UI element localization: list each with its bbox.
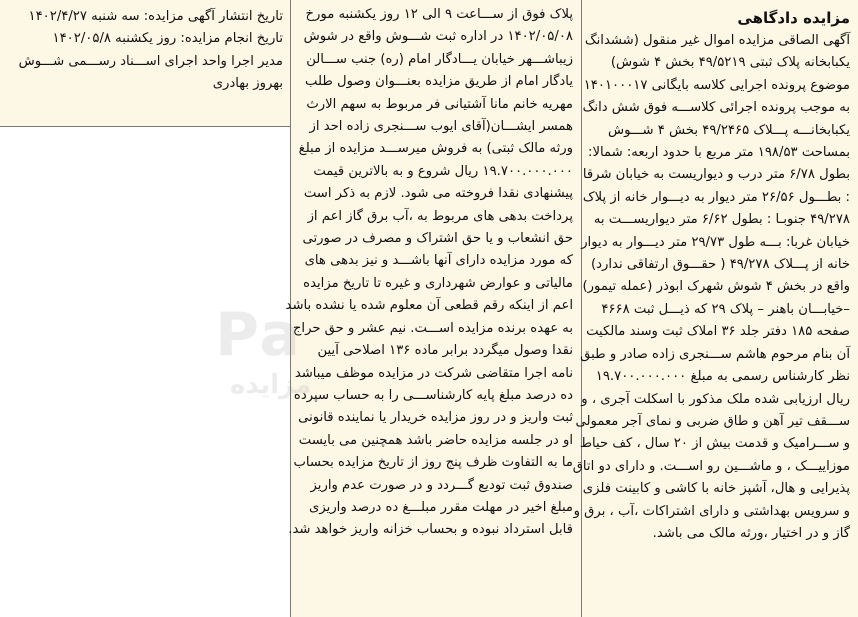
text-line: یکبابخانـــه پـــلاک ۴۹/۲۴۶۵ بخش ۴ شـــوش — [608, 122, 850, 138]
text-line: اعم از اینکه رقم قطعی آن معلوم شده یا نشده باشد — [285, 298, 573, 314]
text-line: و ســـرامیک و قدمت بیش از ۲۰ سال ، کف حیاط — [579, 436, 850, 452]
text-line: گاز و در اختیار ،ورثه مالک می باشد. — [652, 525, 850, 541]
announcement-dates-signature — [8, 6, 283, 96]
text-line: خانه از پـــلاک ۴۹/۲۷۸ ( حقـــوق ارتفاقی ندارد) — [590, 257, 850, 273]
signatory-title-line: مدیر اجرا واحد اجرای اســـناد رســـمی شـــوش — [18, 53, 283, 69]
text-line: نامه اجرا متقاضی شرکت در مزایده موظف میباشد — [294, 365, 573, 381]
text-line: ســـقف تیر آهن و طاق ضربی و نمای آجر معمولی — [575, 413, 850, 429]
text-line: صفحه ۱۸۵ دفتر جلد ۳۶ املاک ثبت وسند مالکیت — [586, 324, 850, 340]
text-line: و سرویس بهداشتی و دارای اشتراکات ،آب ، برق و — [573, 503, 850, 519]
text-line: پذیرایی و هال، آشپز خانه با کاشی و کابینت فلزی — [582, 481, 850, 497]
announcement-column-left — [0, 0, 291, 127]
text-line: موزاییـــک ، و ماشـــین رو اســـت. و دارای دو اتاق — [572, 458, 850, 474]
text-line: آن بنام مرحوم هاشم ســـنجری زاده صادر و طبق — [580, 346, 850, 362]
text-line: او در جلسه مزایده حاضر باشد همچنین می بایست — [298, 432, 573, 448]
text-line: ثبت واریز و در روز مزایده خریدار یا نماینده قانونی — [298, 410, 573, 426]
text-line: که مورد مزایده دارای آنها باشـــد و نیز بدهی های — [304, 253, 573, 269]
announcement-body-right — [572, 30, 850, 545]
text-line: –خیابـــان باهنر – پلاک ۲۹ که ذیـــل ثبت ۴۶۶۸ — [601, 301, 850, 317]
text-line: موضوع پرونده اجرایی کلاسه بایگانی ۱۴۰۱۰۰۰۱۷ — [583, 77, 850, 93]
text-line: یکبابخانه پلاک ثبتی ۴۹/۵۲۱۹ بخش ۴ شوش) — [610, 55, 850, 71]
text-line: مهریه خانم مانا آشتیانی فر مربوط به سهم الارث — [306, 96, 573, 112]
empty-area — [0, 127, 290, 617]
text-line: قابل استرداد نبوده و بحساب خزانه واریز خواهد شد. — [288, 522, 573, 538]
text-line: پلاک فوق از ســـاعت ۹ الی ۱۲ روز یکشنبه مورخ — [305, 7, 573, 22]
text-line: نظر کارشناس رسمی به مبلغ ۱۹.۷۰۰.۰۰۰.۰۰۰ — [595, 369, 850, 385]
text-line: حق انشعاب و یا حق اشتراک و مصرف در صورتی — [302, 231, 573, 247]
text-line: نقدا وصول میگردد برابر ماده ۱۳۶ اصلاحی آیین — [317, 343, 573, 359]
auction-date-line: تاریخ انجام مزایده: روز یکشنبه ۱۴۰۲/۰۵/۸ — [52, 31, 283, 47]
announcement-column-right — [572, 0, 858, 617]
text-line: خیابان غربا: بـــه طول ۲۹/۷۳ متر دیـــوار به دیوار — [581, 234, 850, 250]
text-line: ده درصد مبلغ پایه کارشناســـی را به حساب سپرده — [293, 387, 573, 403]
announcement-column-middle — [285, 0, 581, 617]
text-line: صندوق ثبت تودیع گـــردد و در صورت عدم واریز — [310, 477, 573, 493]
text-line: به موجب پرونده اجرائی کلاســـه فوق شش دانگ — [582, 100, 850, 116]
text-line: همسر ایشـــان(آقای ایوب ســـنجری زاده احد از — [309, 119, 573, 135]
text-line: آگهی الصاقی مزایده اموال غیر منقول (ششدانگ — [584, 33, 850, 48]
text-line: ریال ارزیابی شده ملک مذکور با اسکلت آجری ، و — [581, 391, 850, 407]
text-line: ۴۹/۲۷۸ جنوبـا : بطول ۶/۶۲ متر دیواریســـت به — [593, 212, 850, 228]
text-line: مالیاتی و عوارض شهرداری و غیره تا تاریخ مزایده — [303, 275, 573, 291]
text-line: واقع در بخش ۴ شوش شهرک ابوذر (عمله تیمور) — [582, 279, 850, 295]
text-line: ما به التفاوت ظرف پنج روز از تاریخ مزایده بحساب — [293, 455, 573, 471]
text-line: به عهده برنده مزایده اســـت. نیم عشر و حق حراج — [292, 320, 573, 336]
announcement-heading: مزایده دادگاهی — [737, 9, 850, 27]
text-line: بمساحت ۱۹۸/۵۳ متر مربع با حدود اربعه: شمالا: — [588, 145, 850, 161]
text-line: زیباشـــهر خیابان یـــادگار امام (ره) جنب ســـالن — [306, 51, 573, 67]
text-line: ورثه مالک ثبتی) به فروش میرســـد مزایده از مبلغ — [298, 141, 573, 157]
text-line: یادگار امام از طریق مزایده بعنـــوان وصول طلب — [305, 74, 573, 90]
text-line: پرداخت بدهی های مربوط به ،آب برق گاز اعم از — [307, 208, 573, 224]
text-line: پیشنهادی نقدا فروخته می شود. لازم به ذکر است — [303, 186, 573, 202]
announcement-body-middle — [285, 4, 573, 542]
text-line: بطول ۶/۷۸ متر درب و دیواریست به خیابان شرقا — [582, 167, 850, 183]
text-line: مبلغ اخیر در مهلت مقرر مبلـــغ ده درصد واریزی — [309, 499, 573, 515]
signatory-name-line: بهروز بهادری — [212, 76, 283, 92]
text-line: : بطـــول ۲۶/۵۶ متر دیوار به دیـــوار خانه از پلاک — [582, 189, 850, 205]
text-line: ۱۹.۷۰۰.۰۰۰.۰۰۰ ریال شروع و به بالاترین قیمت — [313, 163, 573, 179]
publish-date-line: تاریخ انتشار آگهی مزایده: سه شنبه ۱۴۰۲/۴/۲۷ — [28, 9, 283, 24]
text-line: ۱۴۰۲/۰۵/۰۸ در اداره ثبت شـــوش واقع در شوش — [303, 29, 573, 45]
